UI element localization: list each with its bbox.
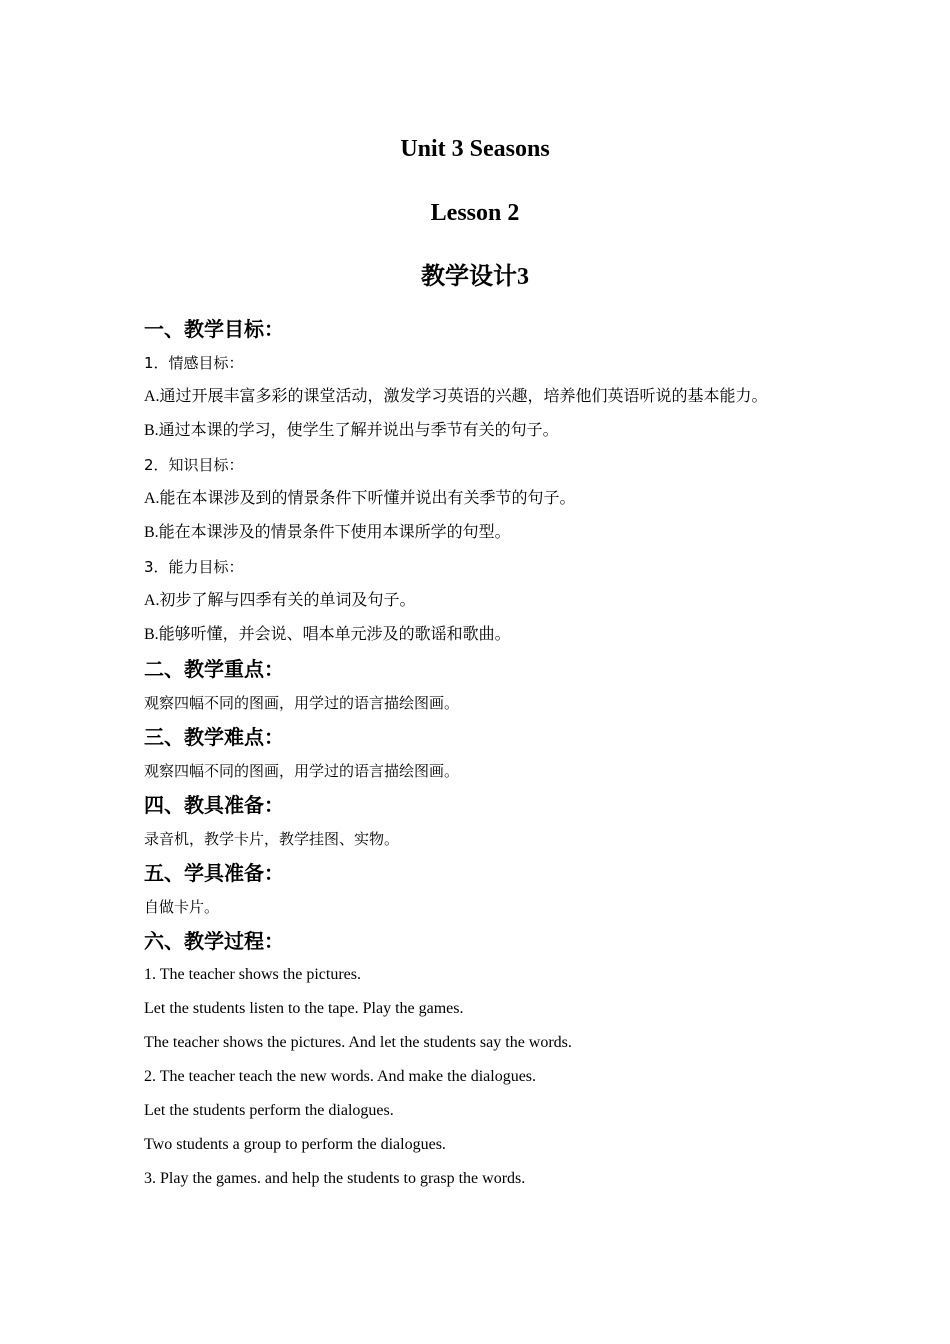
knowledge-goal-b: B.能在本课涉及的情景条件下使用本课所学的句型。: [144, 524, 511, 541]
emotion-goal-a: A.通过开展丰富多彩的课堂活动，激发学习英语的兴趣，培养他们英语听说的基本能力。: [144, 388, 768, 405]
emotion-goal-b: B.通过本课的学习，使学生了解并说出与季节有关的句子。: [144, 422, 559, 439]
process-line: Two students a group to perform the dialogues.: [144, 1136, 446, 1153]
document-body: [144, 312, 814, 1196]
section-heading-key-points: 二、教学重点：: [144, 657, 284, 681]
process-line: 2. The teacher teach the new words. And make the dialogues.: [144, 1068, 537, 1085]
ability-goal-label: 3．能力目标：: [144, 558, 244, 576]
knowledge-goal-label: 2．知识目标：: [144, 456, 244, 474]
knowledge-goal-a: A.能在本课涉及到的情景条件下听懂并说出有关季节的句子。: [144, 490, 576, 507]
ability-goal-b: B.能够听懂，并会说、唱本单元涉及的歌谣和歌曲。: [144, 626, 511, 643]
section-heading-teaching-aids: 四、教具准备：: [144, 793, 284, 817]
process-line: 3. Play the games. and help the students to grasp the words.: [144, 1170, 526, 1187]
teaching-aids-text: 录音机，教学卡片，教学挂图、实物。: [144, 830, 400, 848]
process-line: Let the students listen to the tape. Play the games.: [144, 1000, 464, 1017]
ability-goal-a: A.初步了解与四季有关的单词及句子。: [144, 592, 416, 609]
difficulties-text: 观察四幅不同的图画，用学过的语言描绘图画。: [144, 762, 460, 780]
design-title: 教学设计3: [421, 264, 529, 290]
emotion-goal-label: 1．情感目标：: [144, 354, 244, 372]
unit-title: Unit 3 Seasons: [400, 136, 550, 162]
section-heading-process: 六、教学过程：: [144, 929, 284, 953]
process-line: 1. The teacher shows the pictures.: [144, 966, 361, 983]
section-heading-learning-aids: 五、学具准备：: [144, 861, 284, 885]
learning-aids-text: 自做卡片。: [144, 898, 220, 916]
process-line: The teacher shows the pictures. And let the students say the words.: [144, 1034, 572, 1051]
process-line: Let the students perform the dialogues.: [144, 1102, 394, 1119]
lesson-title: Lesson 2: [430, 200, 520, 226]
section-heading-difficulties: 三、教学难点：: [144, 725, 284, 749]
section-heading-goals: 一、教学目标：: [144, 317, 284, 341]
key-points-text: 观察四幅不同的图画，用学过的语言描绘图画。: [144, 694, 460, 712]
